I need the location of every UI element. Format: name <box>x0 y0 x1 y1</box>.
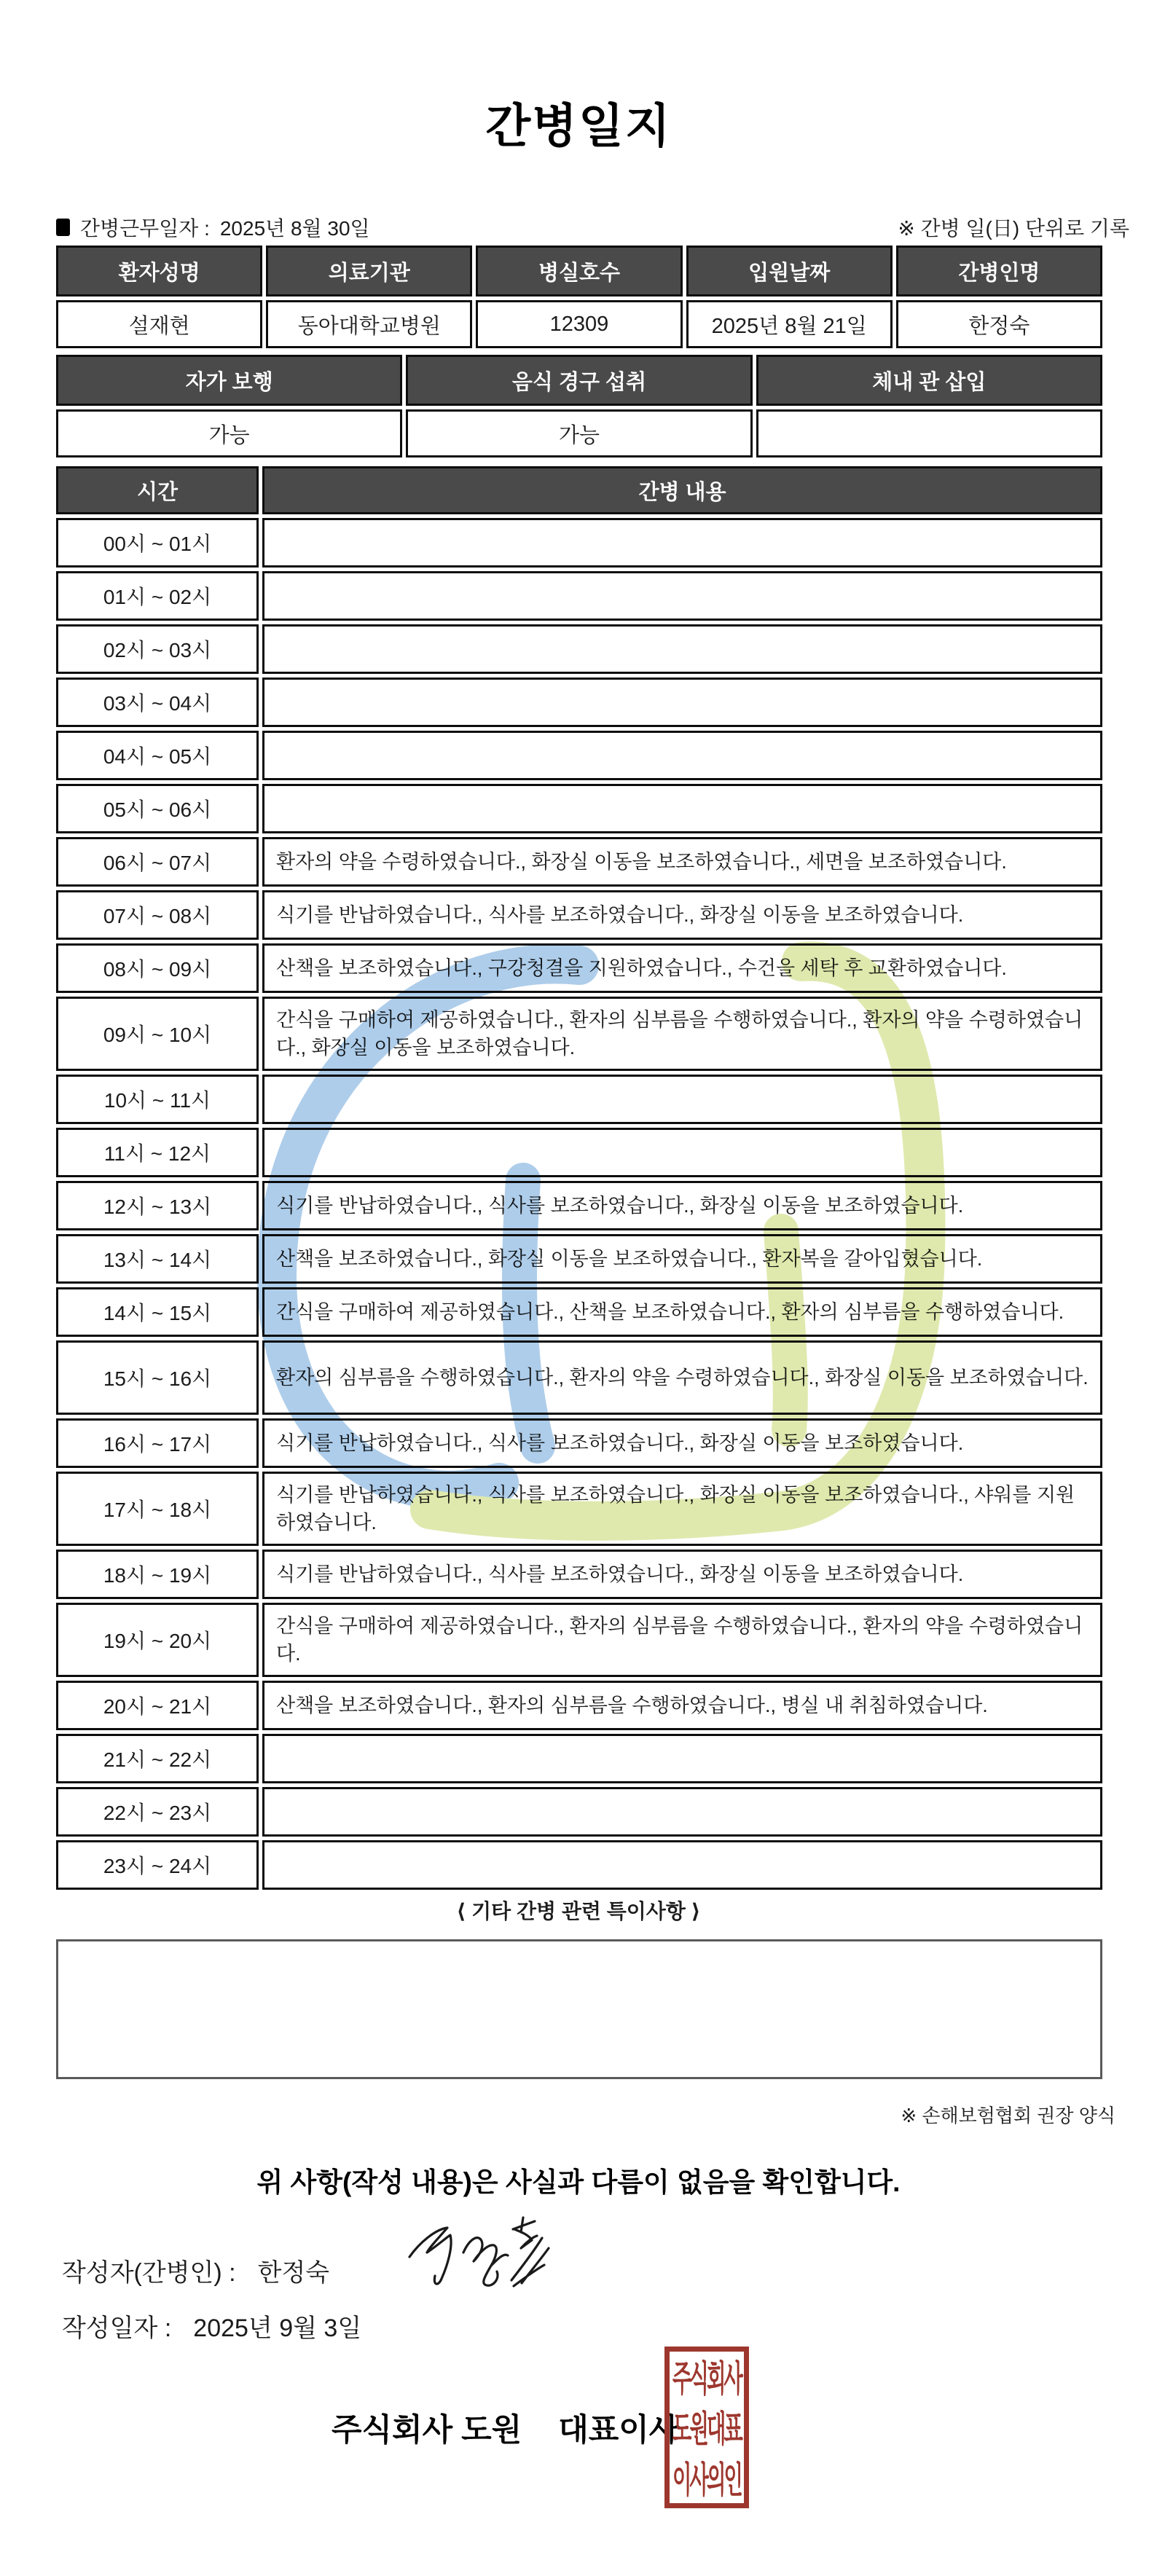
meta-row <box>56 213 1129 242</box>
care-content-cell: 식기를 반납하였습니다., 식사를 보조하였습니다., 화장실 이동을 보조하였습니다. <box>262 890 1102 940</box>
care-time-cell: 00시 ~ 01시 <box>56 518 259 568</box>
care-row <box>56 731 1102 780</box>
care-content-cell <box>262 784 1102 833</box>
corporate-seal-stamp <box>664 2347 749 2508</box>
stamp-text-line: 주식회사 <box>672 2360 742 2400</box>
self-walking-value: 가능 <box>56 409 402 458</box>
care-content-cell: 식기를 반납하였습니다., 식사를 보조하였습니다., 화장실 이동을 보조하였습니다. <box>262 1181 1102 1230</box>
care-row <box>56 890 1102 940</box>
care-content-cell: 간식을 구매하여 제공하였습니다., 환자의 심부름을 수행하였습니다., 환자의 약을 수령하였습니다., 화장실 이동을 보조하였습니다. <box>262 997 1102 1071</box>
care-row <box>56 1681 1102 1730</box>
care-time-cell: 22시 ~ 23시 <box>56 1787 259 1837</box>
care-time-cell: 20시 ~ 21시 <box>56 1681 259 1730</box>
care-row <box>56 837 1102 887</box>
care-content-cell: 산책을 보조하였습니다., 화장실 이동을 보조하였습니다., 환자복을 갈아입혔습니다. <box>262 1234 1102 1284</box>
room-number-header: 병실호수 <box>476 246 682 297</box>
work-date-line <box>56 213 370 242</box>
medical-institution-header: 의료기관 <box>266 246 472 297</box>
care-content-cell <box>262 678 1102 727</box>
care-time-cell: 14시 ~ 15시 <box>56 1287 259 1337</box>
care-content-cell <box>262 571 1102 621</box>
care-row <box>56 784 1102 833</box>
write-date-value: 2025년 9월 3일 <box>193 2314 362 2342</box>
care-time-cell: 03시 ~ 04시 <box>56 678 259 727</box>
care-content-cell: 산책을 보조하였습니다., 환자의 심부름을 수행하였습니다., 병실 내 취침하였습니다. <box>262 1681 1102 1730</box>
care-rows-container <box>56 518 1102 1890</box>
care-row <box>56 1840 1102 1890</box>
stamp-text-line: 도원대표 <box>672 2411 742 2451</box>
care-content-cell <box>262 518 1102 568</box>
care-row <box>56 1787 1102 1837</box>
care-row <box>56 624 1102 674</box>
writer-name: 한정숙 <box>257 2259 330 2287</box>
care-row <box>56 678 1102 727</box>
care-row <box>56 1550 1102 1599</box>
care-row <box>56 1234 1102 1284</box>
admission-date-value: 2025년 8월 21일 <box>686 300 893 348</box>
caregiver-name-value: 한정숙 <box>896 300 1102 348</box>
care-row <box>56 943 1102 993</box>
condition-value-row <box>56 409 1102 458</box>
company-name: 주식회사 도원 <box>332 2413 522 2448</box>
care-row <box>56 1472 1102 1546</box>
care-content-cell <box>262 1128 1102 1177</box>
care-time-cell: 13시 ~ 14시 <box>56 1234 259 1284</box>
care-time-cell: 17시 ~ 18시 <box>56 1472 259 1546</box>
care-row <box>56 571 1102 621</box>
care-content-cell <box>262 731 1102 780</box>
care-time-cell: 21시 ~ 22시 <box>56 1734 259 1783</box>
care-time-cell: 02시 ~ 03시 <box>56 624 259 674</box>
writer-line <box>62 2253 329 2288</box>
oral-intake-header: 음식 경구 섭취 <box>406 355 752 406</box>
stamp-text-line: 이사의인 <box>672 2461 742 2501</box>
work-date-value: 2025년 8월 30일 <box>219 217 370 240</box>
care-time-cell: 09시 ~ 10시 <box>56 997 259 1071</box>
time-column-header: 시간 <box>56 466 259 514</box>
care-content-cell <box>262 1787 1102 1837</box>
care-content-cell <box>262 624 1102 674</box>
patient-info-table <box>56 246 1102 352</box>
care-row <box>56 1181 1102 1230</box>
care-time-cell: 10시 ~ 11시 <box>56 1075 259 1124</box>
care-content-cell <box>262 1840 1102 1890</box>
care-time-cell: 16시 ~ 17시 <box>56 1418 259 1468</box>
care-time-cell: 05시 ~ 06시 <box>56 784 259 833</box>
notes-section-title: ⟨ 기타 간병 관련 특이사항 ⟩ <box>456 1900 701 1923</box>
record-unit-note: ※ 간병 일(日) 단위로 기록 <box>898 217 1129 240</box>
caregiver-signature <box>405 2215 551 2298</box>
care-time-cell: 15시 ~ 16시 <box>56 1340 259 1415</box>
work-date-label: 간병근무일자 : <box>80 217 210 240</box>
patient-name-header: 환자성명 <box>56 246 262 297</box>
care-log-table <box>56 466 1102 1893</box>
care-content-cell <box>262 1075 1102 1124</box>
care-content-cell: 식기를 반납하였습니다., 식사를 보조하였습니다., 화장실 이동을 보조하였습니다. <box>262 1550 1102 1599</box>
care-header-row <box>56 466 1102 514</box>
write-date-label: 작성일자 : <box>62 2314 172 2342</box>
internal-tube-value <box>756 409 1102 458</box>
company-line <box>332 2406 679 2450</box>
care-content-cell <box>262 1734 1102 1783</box>
care-time-cell: 11시 ~ 12시 <box>56 1128 259 1177</box>
care-row <box>56 1340 1102 1415</box>
condition-header-row <box>56 355 1102 406</box>
care-content-cell: 환자의 약을 수령하였습니다., 화장실 이동을 보조하였습니다., 세면을 보조하였습니다. <box>262 837 1102 887</box>
care-time-cell: 07시 ~ 08시 <box>56 890 259 940</box>
ceo-title: 대표이사 <box>558 2413 680 2448</box>
care-row <box>56 1418 1102 1468</box>
care-content-column-header: 간병 내용 <box>262 466 1102 514</box>
care-time-cell: 04시 ~ 05시 <box>56 731 259 780</box>
writer-label: 작성자(간병인) : <box>62 2259 236 2287</box>
care-row <box>56 1603 1102 1677</box>
care-time-cell: 01시 ~ 02시 <box>56 571 259 621</box>
care-row <box>56 1075 1102 1124</box>
notes-box <box>56 1939 1102 2079</box>
oral-intake-value: 가능 <box>406 409 752 458</box>
care-time-cell: 12시 ~ 13시 <box>56 1181 259 1230</box>
care-content-cell: 간식을 구매하여 제공하였습니다., 환자의 심부름을 수행하였습니다., 환자의 약을 수령하였습니다. <box>262 1603 1102 1677</box>
care-row <box>56 1287 1102 1337</box>
confirmation-statement: 위 사항(작성 내용)은 사실과 다름이 없음을 확인합니다. <box>256 2167 901 2197</box>
medical-institution-value: 동아대학교병원 <box>266 300 472 348</box>
care-time-cell: 06시 ~ 07시 <box>56 837 259 887</box>
caregiver-name-header: 간병인명 <box>896 246 1102 297</box>
care-time-cell: 23시 ~ 24시 <box>56 1840 259 1890</box>
self-walking-header: 자가 보행 <box>56 355 402 406</box>
care-time-cell: 08시 ~ 09시 <box>56 943 259 993</box>
care-row <box>56 1734 1102 1783</box>
write-date-line <box>62 2308 361 2344</box>
care-content-cell: 식기를 반납하였습니다., 식사를 보조하였습니다., 화장실 이동을 보조하였습니다. <box>262 1418 1102 1468</box>
patient-header-row <box>56 246 1102 297</box>
care-row <box>56 1128 1102 1177</box>
care-time-cell: 19시 ~ 20시 <box>56 1603 259 1677</box>
condition-table <box>56 355 1102 461</box>
room-number-value: 12309 <box>476 300 682 348</box>
care-content-cell: 간식을 구매하여 제공하였습니다., 산책을 보조하였습니다., 환자의 심부름을 수행하였습니다. <box>262 1287 1102 1337</box>
internal-tube-header: 체내 관 삽입 <box>756 355 1102 406</box>
form-standard-note: ※ 손해보험협회 권장 양식 <box>901 2105 1115 2127</box>
page-title: 간병일지 <box>485 100 672 152</box>
care-row <box>56 997 1102 1071</box>
care-row <box>56 518 1102 568</box>
patient-name-value: 설재현 <box>56 300 262 348</box>
square-bullet-icon <box>56 219 70 236</box>
care-content-cell: 식기를 반납하였습니다., 식사를 보조하였습니다., 화장실 이동을 보조하였습니다., 샤워를 지원하였습니다. <box>262 1472 1102 1546</box>
care-content-cell: 환자의 심부름을 수행하였습니다., 환자의 약을 수령하였습니다., 화장실 이동을 보조하였습니다. <box>262 1340 1102 1415</box>
admission-date-header: 입원날짜 <box>686 246 893 297</box>
care-time-cell: 18시 ~ 19시 <box>56 1550 259 1599</box>
care-content-cell: 산책을 보조하였습니다., 구강청결을 지원하였습니다., 수건을 세탁 후 교환하였습니다. <box>262 943 1102 993</box>
patient-value-row <box>56 300 1102 348</box>
